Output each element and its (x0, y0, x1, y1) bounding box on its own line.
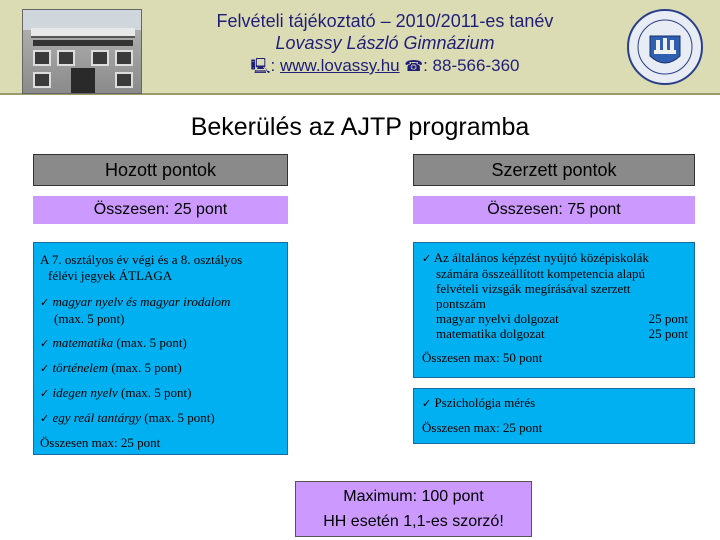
psychology-total: Összesen max: 25 pont (422, 420, 543, 435)
header-title: Felvételi tájékoztató – 2010/2011-es tanév (216, 11, 554, 31)
right-total-bar: Összesen: 75 pont (413, 196, 695, 224)
exam-points-box: ✓ Az általános képzést nyújtó középiskolák számára összeállított kompetencia alapú felvételi vizsgák megírásával szerzett pontszám magyar nyelvi dolgozat 25 pont matematika dolgozat 25 pont Összesen max: 50 pont (413, 242, 695, 378)
table-row: matematika dolgozat 25 pont (436, 326, 688, 341)
checkmark-icon: ✓ (40, 387, 50, 400)
contact-line: 🖳: www.lovassy.hu ☎: 88-566-360 (250, 56, 520, 75)
phone-icon: ☎ (404, 57, 424, 75)
school-name: Lovassy László Gimnázium (275, 33, 495, 53)
brought-points-box (33, 242, 288, 455)
list-item: ✓ idegen nyelv (max. 5 pont) (40, 385, 192, 400)
school-crest-logo (626, 6, 704, 88)
list-item: ✓ magyar nyelv és magyar irodalom (max. 5 pont) (40, 294, 231, 326)
psychology-box: ✓ Pszichológia mérés Összesen max: 25 pont (413, 388, 695, 444)
checkmark-icon: ✓ (40, 412, 50, 425)
page-title: Bekerülés az AJTP programba (190, 113, 530, 141)
grade-average-intro: A 7. osztályos év végi és a 8. osztályos félévi jegyek ÁTLAGA (40, 252, 243, 283)
checkmark-icon: ✓ (422, 252, 432, 265)
header-title-block (150, 10, 620, 78)
school-building-photo (22, 9, 142, 94)
exam-points-total: Összesen max: 50 pont (422, 350, 543, 365)
website-link[interactable]: www.lovassy.hu (279, 56, 400, 75)
multiplier-note: HH esetén 1,1-es szorzó! (323, 513, 504, 530)
checkmark-icon: ✓ (422, 397, 432, 410)
checkmark-icon: ✓ (40, 362, 50, 375)
checkmark-icon: ✓ (40, 337, 50, 350)
list-item: ✓ matematika (max. 5 pont) (40, 335, 187, 350)
checkmark-icon: ✓ (40, 296, 50, 309)
left-column-header: Hozott pontok (33, 154, 288, 186)
left-total-bar: Összesen: 25 pont (33, 196, 288, 224)
brought-points-total: Összesen max: 25 pont (40, 435, 161, 450)
maximum-points: Maximum: 100 pont (343, 488, 484, 505)
computer-icon: 🖳 (250, 57, 271, 75)
table-row: magyar nyelvi dolgozat 25 pont (436, 311, 688, 326)
right-column-header: Szerzett pontok (413, 154, 695, 186)
list-item: ✓ egy reál tantárgy (max. 5 pont) (40, 410, 215, 425)
header-band (0, 0, 720, 95)
maximum-points-box (295, 481, 532, 537)
phone-number: 88-566-360 (432, 56, 520, 75)
list-item: ✓ történelem (max. 5 pont) (40, 360, 182, 375)
